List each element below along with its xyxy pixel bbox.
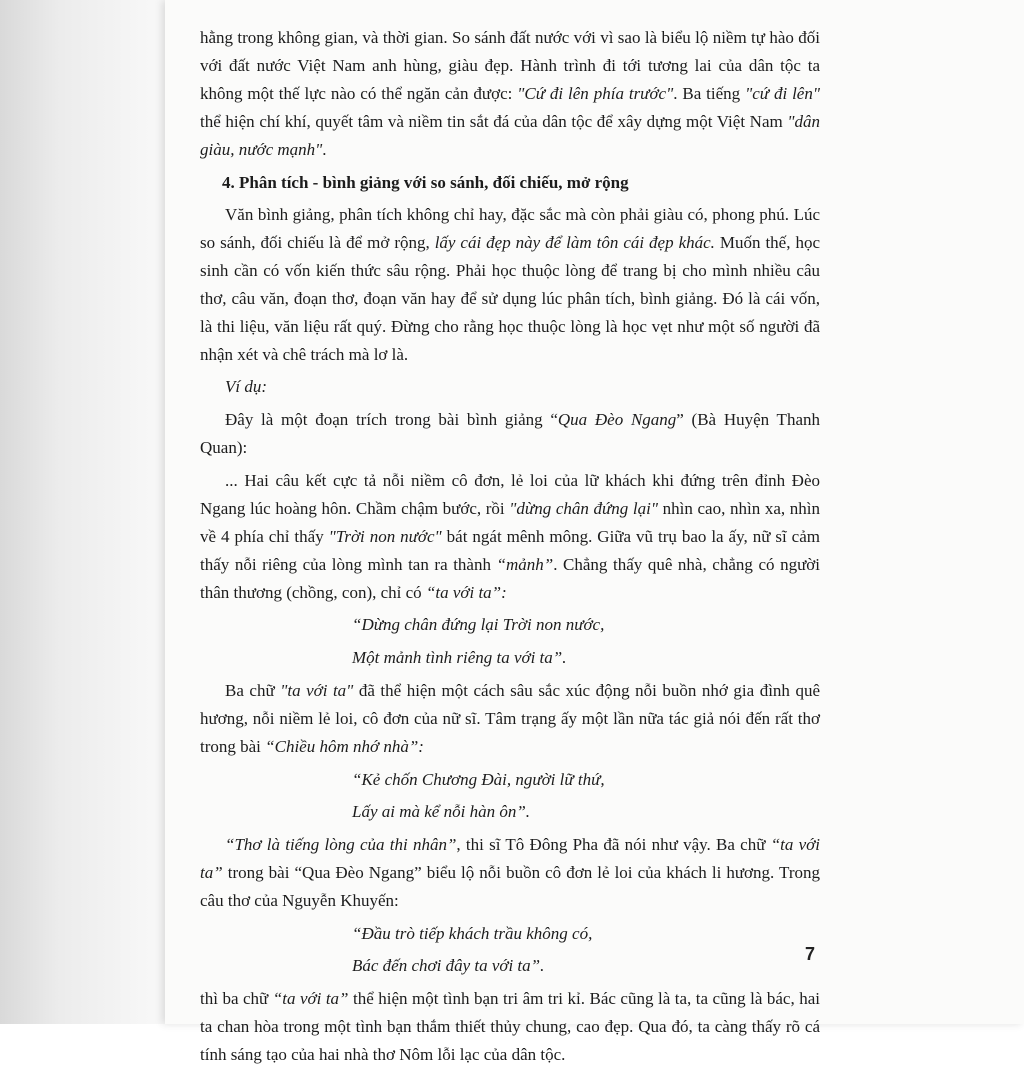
paragraph-poet: “Thơ là tiếng lòng của thi nhân”, thi sĩ Tô Đông Pha đã nói như vậy. Ba chữ “ta với ta” trong bài “Qua Đèo Ngang” biểu lộ nỗi buồn cô đơn lẻ loi của khách li hương. Trong câu thơ của Nguyễn Khuyến: xyxy=(200,834,820,910)
verse-line: Lấy ai mà kể nỗi hàn ôn”. xyxy=(352,802,531,822)
verse-line: Bác đến chơi đây ta với ta”. xyxy=(352,956,545,976)
page-number: 7 xyxy=(805,944,816,964)
page-body xyxy=(200,24,820,1074)
paragraph-source: Đây là một đoạn trích trong bài bình giảng “Qua Đèo Ngang” (Bà Huyện Thanh Quan): xyxy=(200,410,820,458)
verse-line: “Đầu trò tiếp khách trầu không có, xyxy=(352,923,593,943)
paragraph-three-words: Ba chữ "ta với ta" đã thể hiện một cách sâu sắc xúc động nỗi buồn nhớ gia đình quê hương, nỗi niềm lẻ loi, cô đơn của nữ sĩ. Tâm trạng ấy một lần nữa tác giả nói đến rất thơ trong bài “Chiều hôm nhớ nhà”: xyxy=(200,680,821,756)
verse-line: “Kẻ chốn Chương Đài, người lữ thứ, xyxy=(352,769,605,789)
verse-line: “Dừng chân đứng lại Trời non nước, xyxy=(352,615,605,635)
verse-line: Một mảnh tình riêng ta với ta”. xyxy=(352,648,567,668)
paragraph-section: Văn bình giảng, phân tích không chỉ hay, đặc sắc mà còn phải giàu có, phong phú. Lúc so sánh, đối chiếu là để mở rộng, lấy cái đẹp này để làm tôn cái đẹp khác. Muốn thế, học sinh cần có vốn kiến thức sâu rộng. Phải học thuộc lòng để trang bị cho mình nhiều câu thơ, câu văn, đoạn thơ, đoạn văn hay để sử dụng lúc phân tích, bình giảng. Đó là cái vốn, là thi liệu, văn liệu rất quý. Đừng cho rằng học thuộc lòng là học vẹt như một số người đã nhận xét và chê trách mà lơ là. xyxy=(200,204,820,364)
example-label: Ví dụ: xyxy=(225,377,268,397)
paragraph-intro: hằng trong không gian, và thời gian. So sánh đất nước với vì sao là biểu lộ niềm tự hào đối với đất nước Việt Nam anh hùng, giàu đẹp. Hành trình đi tới tương lai của dân tộc ta không một thế lực nào có thể ngăn cản được: "Cứ đi lên phía trước". Ba tiếng "cứ đi lên" thể hiện chí khí, quyết tâm và niềm tin sắt đá của dân tộc để xây dựng một Việt Nam "dân giàu, nước mạnh". xyxy=(200,28,820,159)
section-heading: 4. Phân tích - bình giảng với so sánh, đối chiếu, mở rộng xyxy=(222,172,629,192)
paragraph-final: thì ba chữ “ta với ta” thể hiện một tình bạn tri âm tri kỉ. Bác cũng là ta, ta cũng là bác, hai ta chan hòa trong một tình bạn thắm thiết thủy chung, cao đẹp. Qua đó, ta càng thấy rõ cá tính sáng tạo của hai nhà thơ Nôm lỗi lạc của dân tộc. xyxy=(200,988,820,1064)
paragraph-excerpt: ... Hai câu kết cực tả nỗi niềm cô đơn, lẻ loi của lữ khách khi đứng trên đỉnh Đèo Ngang lúc hoàng hôn. Chầm chậm bước, rồi "dừng chân đứng lại" nhìn cao, nhìn xa, nhìn về 4 phía chỉ thấy "Trời non nước" bát ngát mênh mông. Giữa vũ trụ bao la ấy, nữ sĩ cảm thấy nỗi riêng của lòng mình tan ra thành “mảnh”. Chẳng thấy quê nhà, chẳng có người thân thương (chồng, con), chỉ có “ta với ta”: xyxy=(200,470,820,602)
